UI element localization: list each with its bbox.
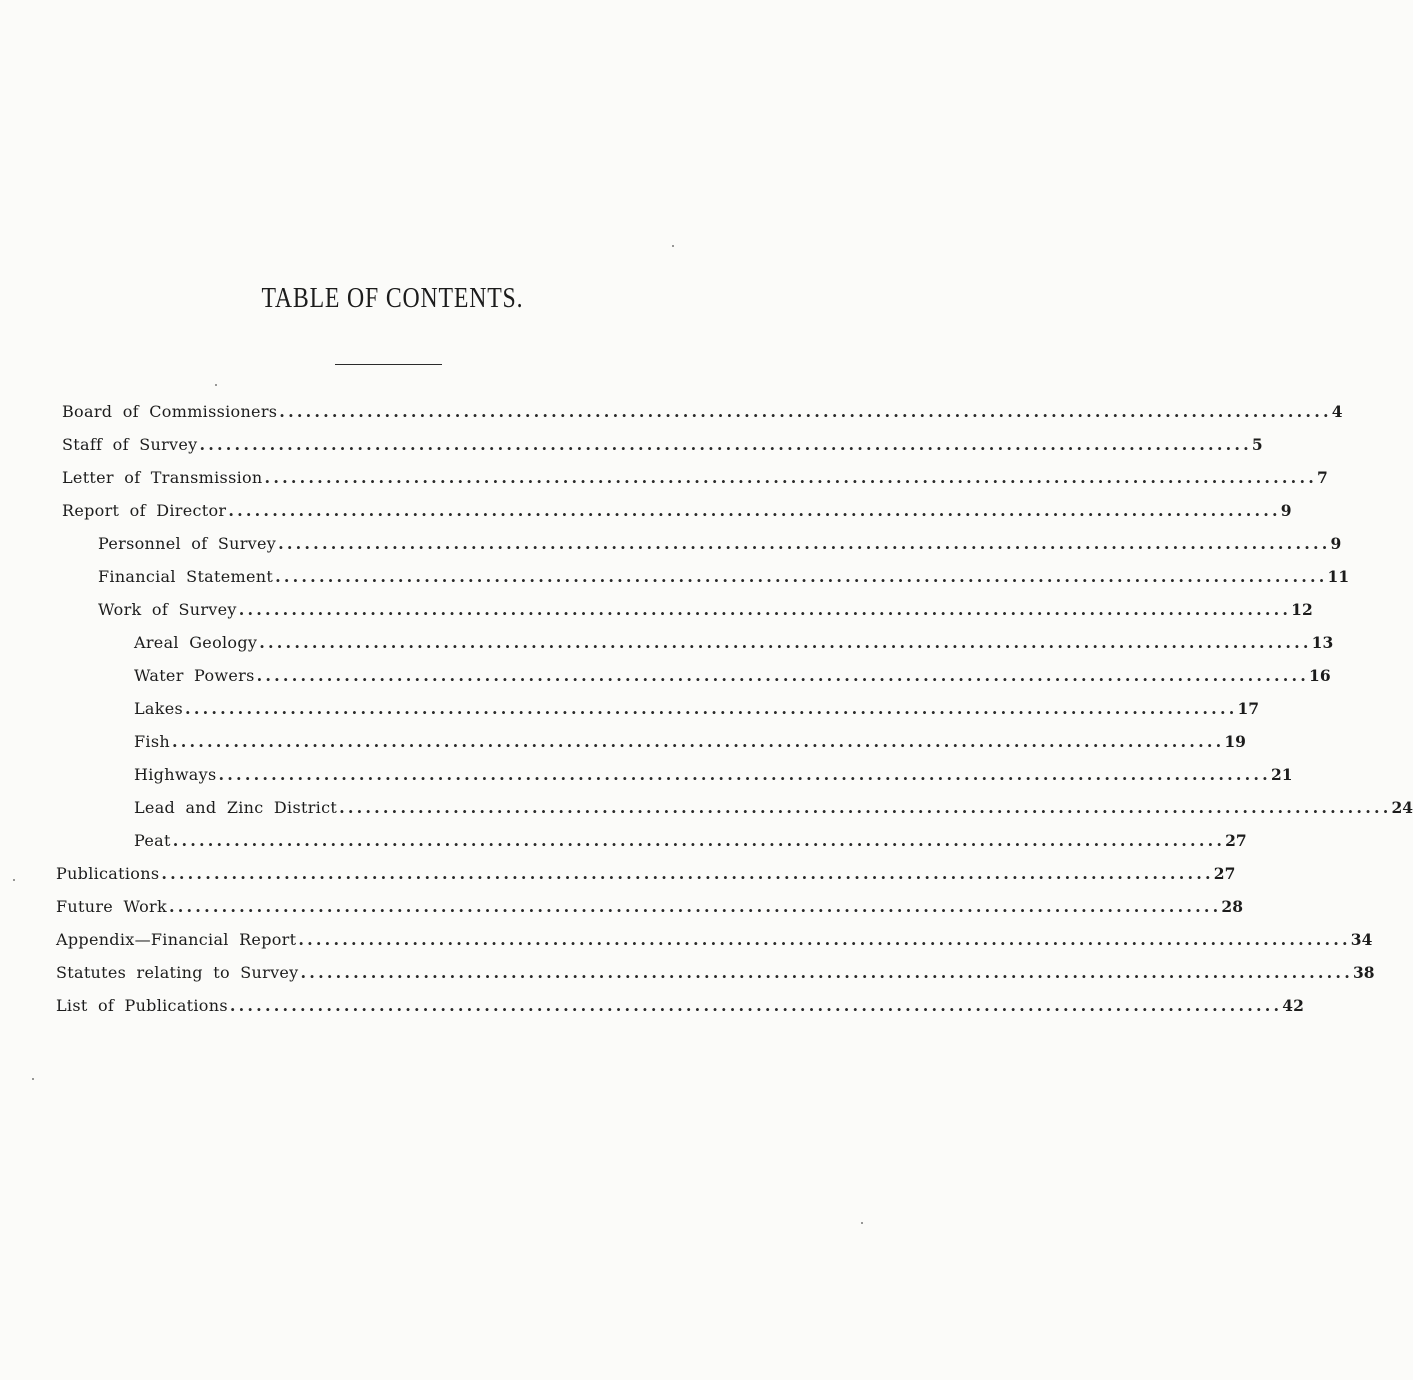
page-title: TABLE OF CONTENTS. — [261, 282, 524, 314]
toc-entry — [56, 926, 1373, 954]
toc-entry — [134, 761, 1293, 789]
toc-entry-page-number: 7 — [1316, 468, 1328, 487]
toc-entry-page-number: 27 — [1213, 864, 1236, 883]
toc-entry-page-number: 27 — [1225, 831, 1247, 850]
toc-entry-label: Staff of Survey — [62, 435, 198, 454]
dot-leader: ........................................................................................................................ — [161, 864, 1214, 883]
toc-entry-label: Peat — [134, 831, 171, 850]
dot-leader: ........................................................................................................................ — [298, 930, 1351, 949]
toc-entry-label: Publications — [56, 864, 160, 883]
dot-leader: ........................................................................................................................ — [278, 534, 1331, 553]
toc-entry-label: Areal Geology — [134, 633, 258, 652]
toc-entry — [134, 695, 1260, 723]
toc-entry-page-number: 4 — [1331, 402, 1343, 421]
toc-entry-label: Financial Statement — [98, 567, 274, 586]
toc-entry — [134, 794, 1413, 822]
dot-leader: ........................................................................................................................ — [300, 963, 1353, 982]
toc-entry — [134, 728, 1246, 756]
toc-entry — [98, 596, 1313, 624]
toc-entry — [98, 563, 1350, 591]
dot-leader: ........................................................................................................................ — [171, 732, 1225, 751]
dot-leader: ........................................................................................................................ — [238, 600, 1292, 619]
dot-leader: ........................................................................................................................ — [168, 897, 1222, 916]
toc-entry-label: Letter of Transmission — [62, 468, 263, 487]
toc-entry-label: Statutes relating to Survey — [56, 963, 299, 982]
toc-entry — [62, 497, 1292, 525]
dot-leader: ........................................................................................................................ — [185, 699, 1238, 718]
toc-entry-label: Fish — [134, 732, 170, 751]
toc-entry-label: Future Work — [56, 897, 167, 916]
toc-entry-label: Report of Director — [62, 501, 227, 520]
toc-entry-page-number: 42 — [1282, 996, 1304, 1015]
toc-entry-page-number: 12 — [1291, 600, 1313, 619]
paper-speck — [672, 245, 674, 247]
paper-speck — [861, 1222, 863, 1224]
dot-leader: ........................................................................................................................ — [172, 831, 1226, 850]
toc-entry — [98, 530, 1342, 558]
dot-leader: ........................................................................................................................ — [218, 765, 1271, 784]
toc-entry-label: Work of Survey — [98, 600, 237, 619]
dot-leader: ........................................................................................................................ — [229, 996, 1283, 1015]
dot-leader: ........................................................................................................................ — [339, 798, 1392, 817]
toc-entry-label: Water Powers — [134, 666, 255, 685]
toc-entry-label: Highways — [134, 765, 217, 784]
toc-entry-label: Personnel of Survey — [98, 534, 277, 553]
paper-speck — [32, 1078, 34, 1080]
dot-leader: ........................................................................................................................ — [256, 666, 1310, 685]
dot-leader: ........................................................................................................................ — [275, 567, 1328, 586]
toc-entry-page-number: 24 — [1391, 798, 1413, 817]
toc-entry — [134, 827, 1247, 855]
toc-entry-page-number: 9 — [1280, 501, 1292, 520]
toc-entry — [56, 860, 1236, 888]
toc-entry-page-number: 16 — [1309, 666, 1331, 685]
paper-speck — [215, 384, 217, 386]
title-divider — [335, 364, 442, 365]
toc-entry-page-number: 38 — [1352, 963, 1375, 982]
toc-entry-label: Appendix—Financial Report — [56, 930, 297, 949]
toc-entry-page-number: 11 — [1327, 567, 1350, 586]
toc-entry — [134, 662, 1331, 690]
toc-entry — [134, 629, 1334, 657]
toc-entry-page-number: 9 — [1330, 534, 1342, 553]
dot-leader: ........................................................................................................................ — [199, 435, 1252, 454]
toc-entry — [56, 992, 1304, 1020]
toc-entry-page-number: 28 — [1221, 897, 1243, 916]
toc-entry-page-number: 34 — [1350, 930, 1373, 949]
toc-entry-label: Board of Commissioners — [62, 402, 278, 421]
toc-entry — [62, 431, 1263, 459]
toc-entry — [62, 398, 1343, 426]
toc-entry — [62, 464, 1328, 492]
dot-leader: ........................................................................................................................ — [264, 468, 1317, 487]
toc-entry-page-number: 19 — [1224, 732, 1246, 751]
dot-leader: ........................................................................................................................ — [279, 402, 1332, 421]
toc-entry-label: Lakes — [134, 699, 184, 718]
toc-entry-page-number: 17 — [1237, 699, 1260, 718]
toc-entry — [56, 959, 1375, 987]
toc-entry-label: Lead and Zinc District — [134, 798, 338, 817]
toc-entry-page-number: 5 — [1251, 435, 1263, 454]
toc-entry — [56, 893, 1243, 921]
toc-entry-page-number: 13 — [1311, 633, 1334, 652]
toc-entry-label: List of Publications — [56, 996, 228, 1015]
dot-leader: ........................................................................................................................ — [228, 501, 1281, 520]
toc-entry-page-number: 21 — [1270, 765, 1293, 784]
dot-leader: ........................................................................................................................ — [259, 633, 1312, 652]
paper-speck — [13, 879, 15, 881]
